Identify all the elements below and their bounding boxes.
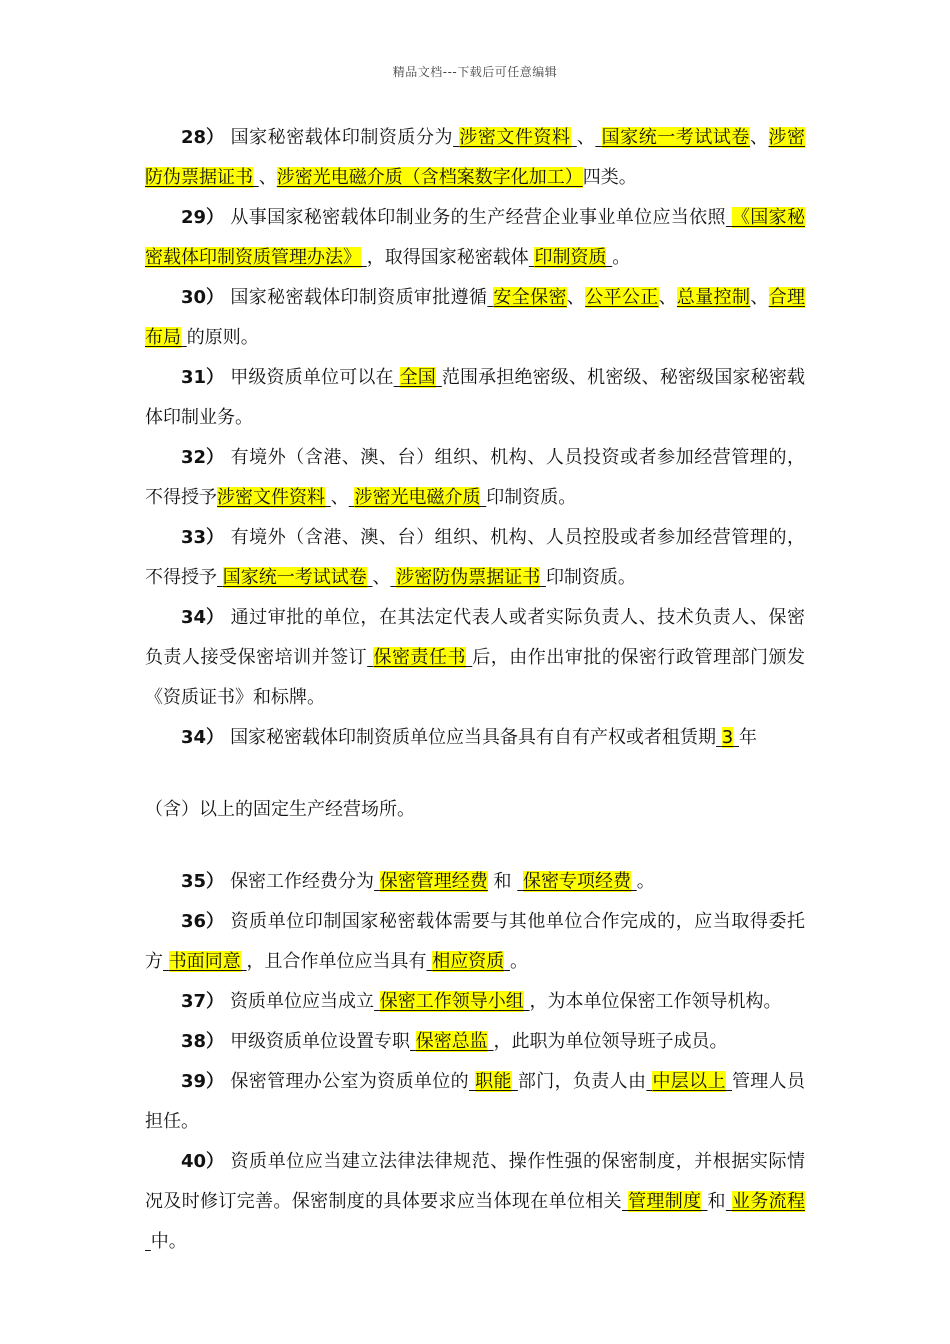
question-text: ，为本单位保密工作领导机构。 xyxy=(529,991,782,1012)
question-paragraph xyxy=(145,278,805,358)
answer-highlight: 涉密 防伪票据证书 xyxy=(145,127,806,188)
question-text: 、 xyxy=(750,287,769,308)
blank-underline xyxy=(374,991,380,1012)
question-number: 36） xyxy=(181,911,225,932)
question-text: 国家秘密载体印制资质审批遵循 xyxy=(230,287,488,308)
question-text: 、 xyxy=(658,287,677,308)
blank-underline xyxy=(716,727,722,748)
question-text: 、 xyxy=(372,567,391,588)
answer-highlight: 涉密文件资料 xyxy=(217,487,325,508)
question-text: 四类。 xyxy=(582,167,637,188)
question-number: 39） xyxy=(181,1071,225,1092)
answer-highlight: 国家统一考试试卷 xyxy=(601,127,750,148)
question-text: 资质单位印制国家秘密载体需要与其他单位合作完成的，应当取得委托方 xyxy=(145,911,805,972)
blank-underline xyxy=(595,127,601,148)
answer-highlight: 涉密文件资料 xyxy=(459,127,571,148)
question-text: 资质单位应当建立法律法律规范、操作性强的保密制度，并根据实际情况及时修订完善。保密制度的具体要求应当体现在单位相关 xyxy=(145,1151,805,1212)
answer-highlight: 管理制度 xyxy=(628,1191,702,1212)
question-paragraph xyxy=(145,518,805,598)
answer-highlight: 业务流程 xyxy=(731,1191,806,1212)
question-text: 、 xyxy=(330,487,349,508)
page-header: 精品文档---下载后可任意编辑 xyxy=(392,65,558,79)
question-text: 和 xyxy=(707,1191,726,1212)
question-number: 28） xyxy=(181,127,225,148)
question-text: 甲级资质单位设置专职 xyxy=(230,1031,411,1052)
question-text: 管理人员担任。 xyxy=(145,1071,806,1132)
question-text: 和 xyxy=(487,871,518,892)
answer-highlight: 《国家秘密载体印制资质管理办法》 xyxy=(145,207,806,268)
question-text: 国家秘密载体印制资质分为 xyxy=(230,127,454,148)
question-number: 33） xyxy=(181,527,225,548)
question-text: 、 xyxy=(576,127,596,148)
answer-highlight: 保密管理经费 xyxy=(379,871,488,892)
answer-highlight: 全国 xyxy=(399,367,436,388)
question-text: 保密管理办公室为资质单位的 xyxy=(230,1071,470,1092)
question-text: ，此职为单位领导班子成员。 xyxy=(493,1031,728,1052)
question-text: 后，由作出审批的保密行政管理部门颁发《资质证书》和标牌。 xyxy=(145,647,806,708)
question-text: ，且合作单位应当具有 xyxy=(246,951,427,972)
question-text: 有境外（含港、澳、台）组织、机构、人员投资或者参加经营管理的，不得授予 xyxy=(145,447,805,508)
question-number: 37） xyxy=(181,991,225,1012)
question-text: 。 xyxy=(509,951,528,972)
question-text: 。 xyxy=(612,247,631,268)
question-text: 、 xyxy=(258,167,277,188)
question-text: 、 xyxy=(566,287,586,308)
question-paragraph xyxy=(145,198,805,278)
question-text: 的原则。 xyxy=(186,327,259,348)
question-paragraph xyxy=(145,118,805,198)
question-text: 、 xyxy=(749,127,769,148)
blank-underline xyxy=(394,367,400,388)
question-text: 有境外（含港、澳、台）组织、机构、人员控股或者参加经营管理的，不得授予 xyxy=(145,527,805,588)
blank-underline xyxy=(163,951,169,972)
question-number: 34） xyxy=(181,727,225,748)
question-number: 38） xyxy=(181,1031,225,1052)
question-paragraph xyxy=(145,358,805,438)
answer-highlight: 职能 xyxy=(475,1071,512,1092)
answer-highlight: 涉密光电磁介质 xyxy=(354,487,481,508)
question-text: 资质单位应当成立 xyxy=(230,991,375,1012)
question-text: 从事国家秘密载体印制业务的生产经营企业事业单位应当依照 xyxy=(230,207,726,228)
answer-highlight: 安全保密 xyxy=(493,287,567,308)
paragraph-spacer xyxy=(145,830,805,862)
paragraph-spacer xyxy=(145,758,805,790)
question-number: 40） xyxy=(181,1151,225,1172)
blank-underline xyxy=(374,871,380,892)
question-text: 甲级资质单位可以在 xyxy=(230,367,394,388)
answer-highlight: 书面同意 xyxy=(168,951,241,972)
answer-highlight: 保密总监 xyxy=(415,1031,488,1052)
question-number: 35） xyxy=(181,871,225,892)
blank-underline xyxy=(410,1031,416,1052)
answer-highlight: 相应资质 xyxy=(432,951,505,972)
question-text: 中。 xyxy=(150,1231,187,1252)
answer-highlight: 总量控制 xyxy=(676,287,751,308)
question-paragraph xyxy=(145,790,805,830)
question-text: 部门，负责人由 xyxy=(517,1071,647,1092)
question-paragraph xyxy=(145,438,805,518)
blank-underline xyxy=(217,567,223,588)
answer-highlight: 印制资质 xyxy=(534,247,607,268)
answer-highlight: 涉密光电磁介质（含档案数字化加工） xyxy=(276,167,583,188)
question-paragraph xyxy=(145,1062,805,1142)
answer-highlight: 3 xyxy=(721,727,734,748)
question-text: ，取得国家秘密载体 xyxy=(366,247,529,268)
question-text: 通过审批的单位，在其法定代表人或者实际负责人、技术负责人、保密负责人接受保密培训并签订 xyxy=(145,607,805,668)
document-body xyxy=(145,118,805,1262)
question-paragraph xyxy=(145,1022,805,1062)
answer-highlight: 保密责任书 xyxy=(373,647,467,668)
question-paragraph xyxy=(145,1142,805,1262)
answer-highlight: 国家统一考试试卷 xyxy=(222,567,367,588)
question-paragraph xyxy=(145,598,805,718)
question-text: 范围承担绝密级、机密级、秘密级国家秘密载体印制业务。 xyxy=(145,367,805,428)
answer-highlight: 合理布局 xyxy=(145,287,806,348)
question-text: 国家秘密载体印制资质单位应当具备具有自有产权或者租赁期 xyxy=(230,727,717,748)
question-number: 31） xyxy=(181,367,225,388)
question-number: 32） xyxy=(181,447,225,468)
answer-highlight: 中层以上 xyxy=(652,1071,726,1092)
answer-highlight: 保密工作领导小组 xyxy=(379,991,524,1012)
question-paragraph xyxy=(145,902,805,982)
question-text: （含）以上的固定生产经营场所。 xyxy=(145,799,415,820)
question-paragraph xyxy=(145,982,805,1022)
question-paragraph xyxy=(145,862,805,902)
answer-highlight: 公平公正 xyxy=(585,287,659,308)
question-number: 34） xyxy=(181,607,225,628)
answer-highlight: 涉密防伪票据证书 xyxy=(396,567,541,588)
question-text: 保密工作经费分为 xyxy=(230,871,375,892)
question-text: 。 xyxy=(636,871,655,892)
question-number: 29） xyxy=(181,207,225,228)
question-text: 印制资质。 xyxy=(486,487,577,508)
question-text: 印制资质。 xyxy=(545,567,636,588)
question-number: 30） xyxy=(181,287,225,308)
question-paragraph xyxy=(145,718,805,758)
answer-highlight: 保密专项经费 xyxy=(522,871,631,892)
question-text: 年 xyxy=(738,727,757,748)
